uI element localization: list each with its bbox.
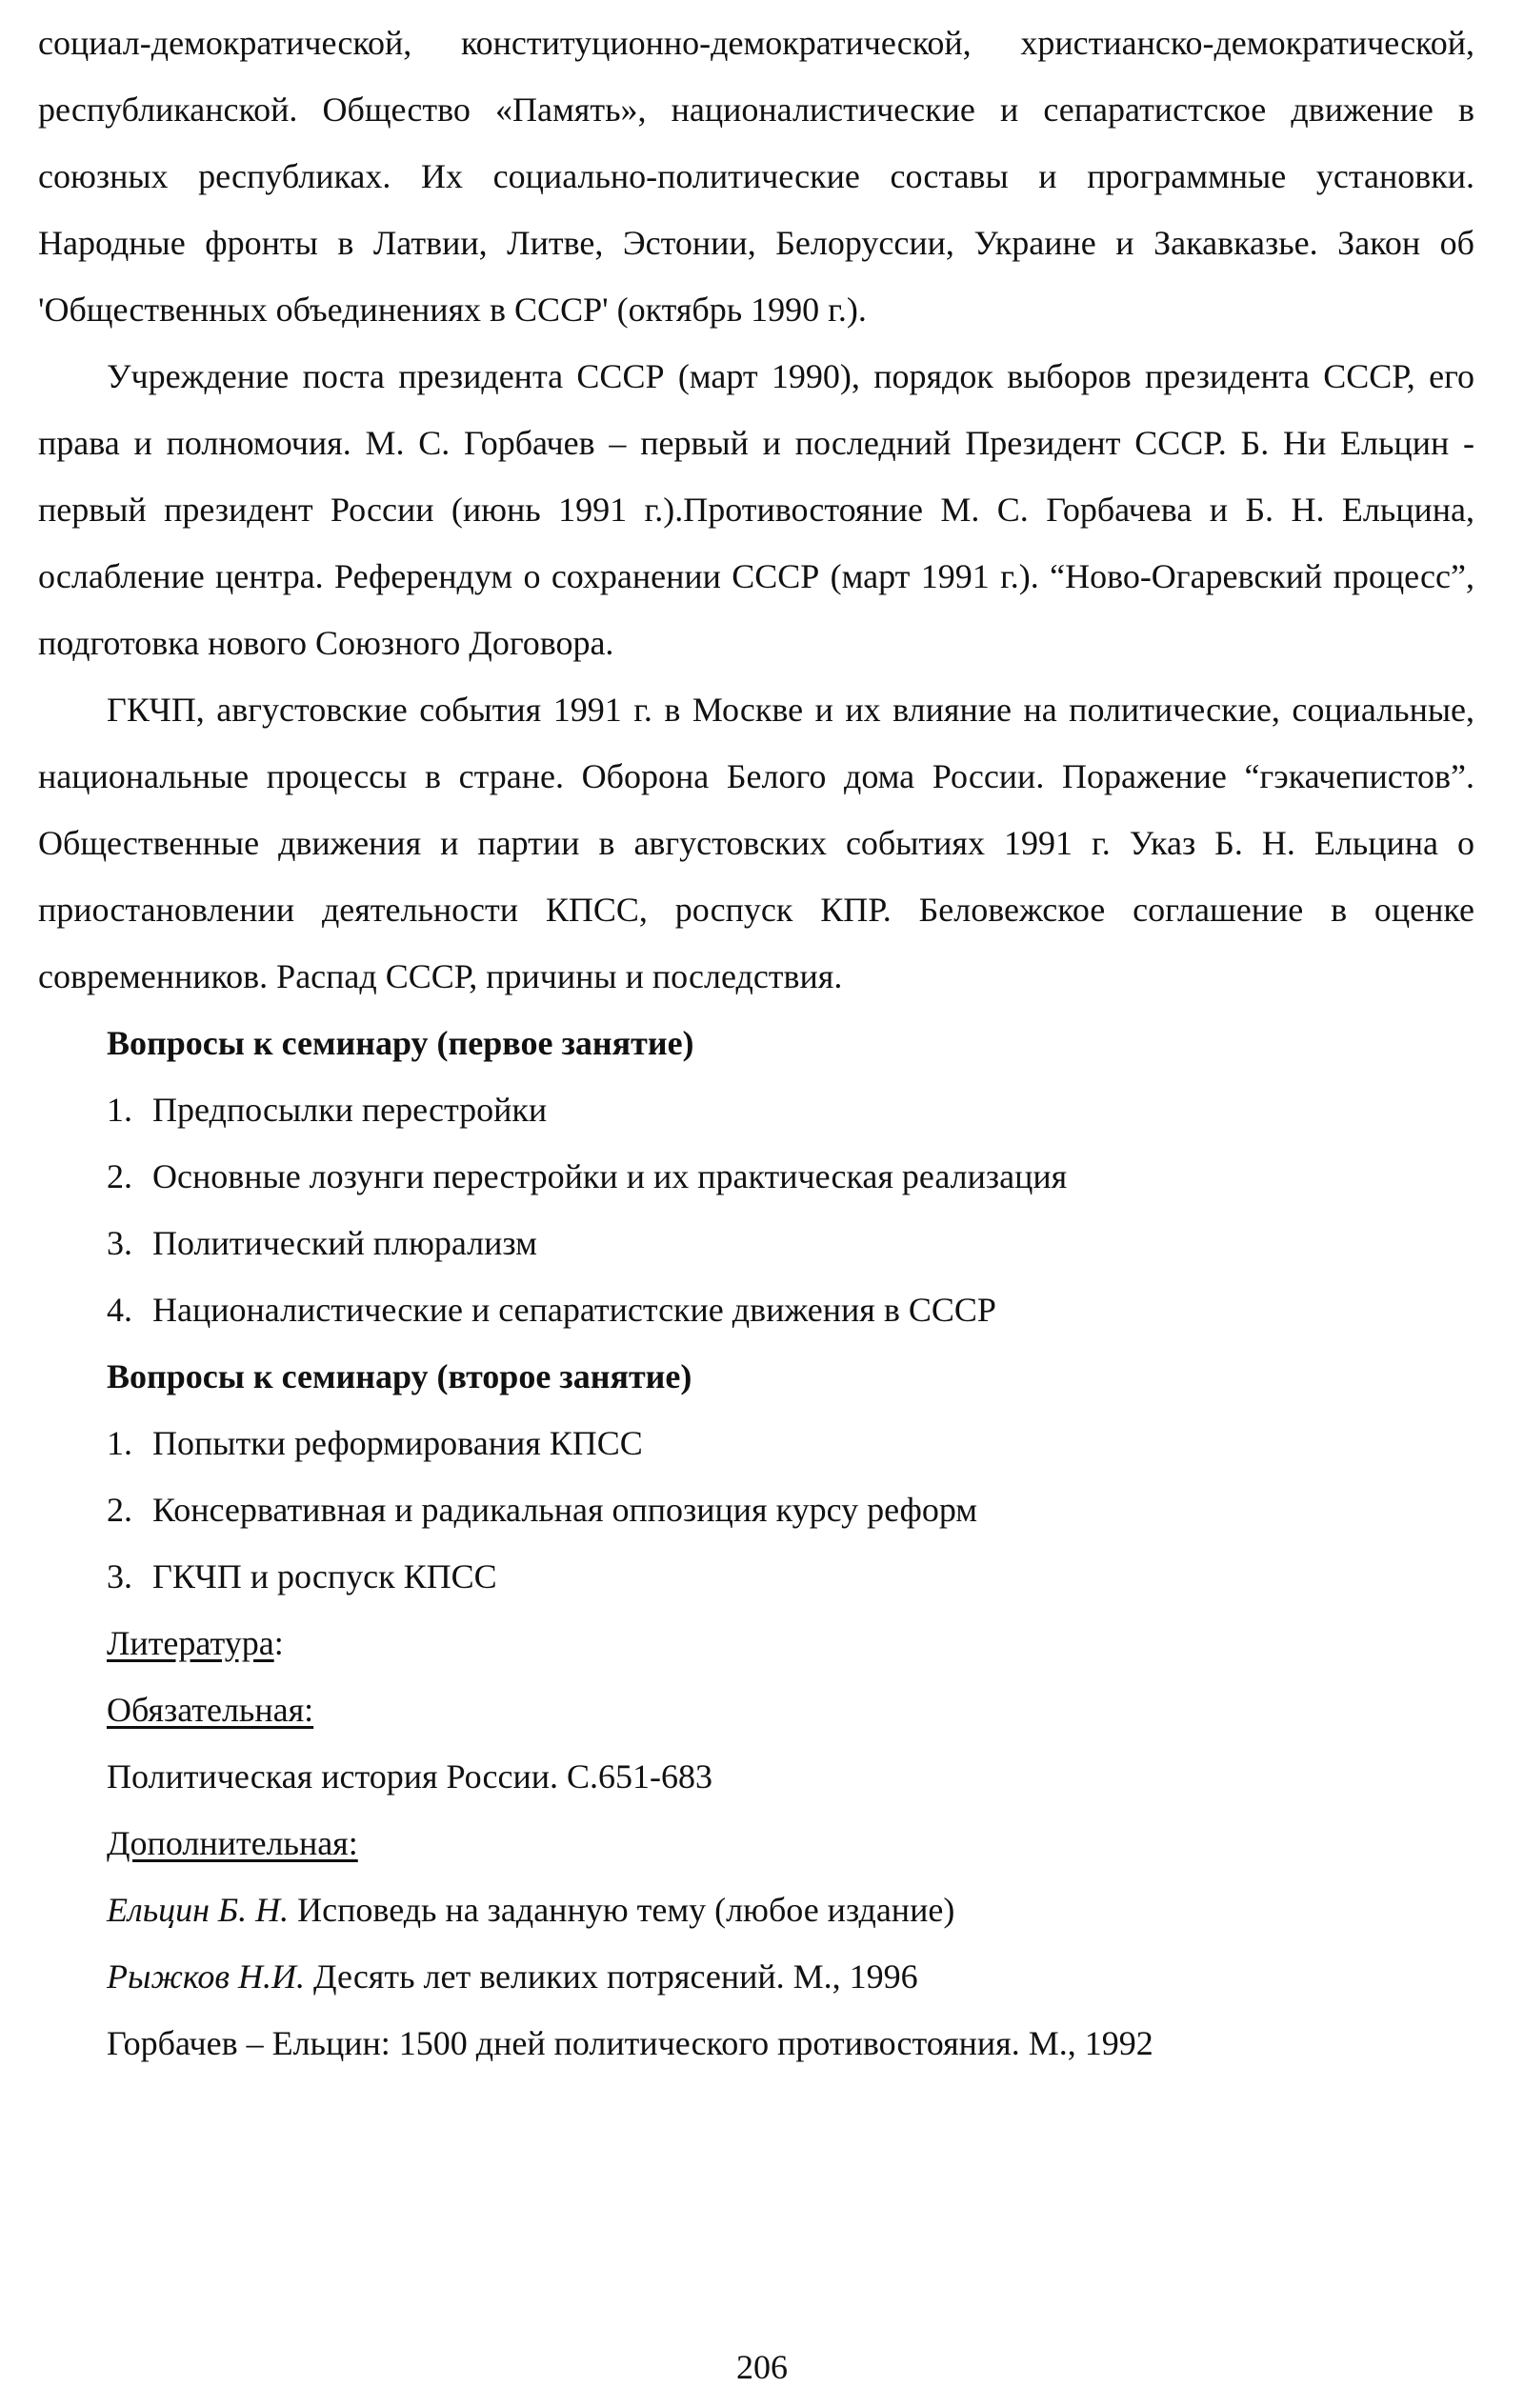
list-item-text: Консервативная и радикальная оппозиция курсу реформ: [152, 1491, 978, 1529]
seminar-1-questions: [38, 1076, 1474, 1343]
list-item: [107, 1143, 1474, 1210]
list-item-number: 1.: [107, 1091, 132, 1129]
list-item-number: 3.: [107, 1224, 132, 1262]
list-item-number: 1.: [107, 1424, 132, 1462]
list-item: [107, 1543, 1474, 1610]
literature-author: Ельцин Б. Н.: [107, 1891, 290, 1929]
list-item-text: Политический плюрализм: [152, 1224, 537, 1262]
paragraph-parties: социал-демократической, конституционно-демократической, христианско-демократической, республиканской. Общество «Память», националистические и сепаратистское движение в союзных республиках. Их социально-политические составы и программные установки. Народные фронты в Латвии, Литве, Эстонии, Белоруссии, Украине и Закавказье. Закон об 'Общественных объединениях в СССР' (октябрь 1990 г.).: [38, 24, 1474, 329]
additional-literature-label: Дополнительная:: [107, 1824, 358, 1862]
list-item-text: Основные лозунги перестройки и их практическая реализация: [152, 1157, 1068, 1195]
paragraph-gkchp: ГКЧП, августовские события 1991 г. в Москве и их влияние на политические, социальные, национальные процессы в стране. Оборона Белого дома России. Поражение “гэкачепистов”. Общественные движения и партии в августовских событиях 1991 г. Указ Б. Н. Ельцина о приостановлении деятельности КПСС, роспуск КПР. Беловежское соглашение в оценке современников. Распад СССР, причины и последствия.: [38, 691, 1474, 995]
required-literature-label: Обязательная:: [107, 1691, 314, 1729]
literature-author: Рыжков Н.И.: [107, 1957, 305, 1996]
additional-literature-heading: [38, 1810, 1474, 1876]
literature-item: Политическая история России. С.651-683: [107, 1757, 713, 1796]
list-item: [107, 1210, 1474, 1276]
list-item-text: Попытки реформирования КПСС: [152, 1424, 643, 1462]
literature-item: [38, 2010, 1474, 2077]
seminar-1-heading: Вопросы к семинару (первое занятие): [107, 1024, 694, 1062]
literature-item: [38, 1943, 1474, 2010]
required-literature-heading: [38, 1676, 1474, 1743]
literature-heading: [38, 1610, 1474, 1676]
literature-title: Десять лет великих потрясений. М., 1996: [304, 1957, 918, 1996]
seminar-2-questions: [38, 1410, 1474, 1610]
list-item-number: 3.: [107, 1557, 132, 1595]
paragraph-president: Учреждение поста президента СССР (март 1990), порядок выборов президента СССР, его права и полномочия. М. С. Горбачев – первый и последний Президент СССР. Б. Ни Ельцин - первый президент России (июнь 1991 г.).Противостояние М. С. Горбачева и Б. Н. Ельцина, ослабление центра. Референдум о сохранении СССР (март 1991 г.). “Ново-Огаревский процесс”, подготовка нового Союзного Договора.: [38, 357, 1474, 662]
literature-title: Горбачев – Ельцин: 1500 дней политического противостояния. М., 1992: [107, 2024, 1153, 2062]
list-item-text: Предпосылки перестройки: [152, 1091, 548, 1129]
list-item: [107, 1076, 1474, 1143]
literature-item: [38, 1876, 1474, 1943]
seminar-2-heading: Вопросы к семинару (второе занятие): [107, 1357, 692, 1395]
list-item-text: Националистические и сепаратистские движения в СССР: [152, 1291, 996, 1329]
literature-label-colon: :: [273, 1624, 284, 1662]
document-page: [38, 10, 1474, 2077]
literature-title: Исповедь на заданную тему (любое издание): [289, 1891, 955, 1929]
list-item: [107, 1410, 1474, 1476]
page-number: 206: [736, 2348, 788, 2386]
list-item-number: 2.: [107, 1157, 132, 1195]
literature-label: Литература: [107, 1624, 274, 1662]
list-item: [107, 1276, 1474, 1343]
list-item-number: 2.: [107, 1491, 132, 1529]
list-item: [107, 1476, 1474, 1543]
list-item-text: ГКЧП и роспуск КПСС: [152, 1557, 497, 1595]
list-item-number: 4.: [107, 1291, 132, 1329]
